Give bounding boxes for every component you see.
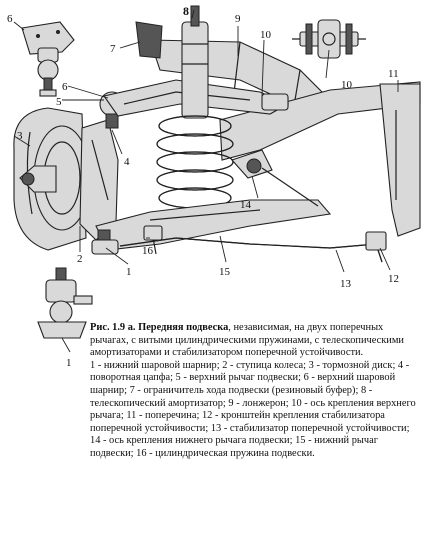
callout-1: 1 [126, 266, 132, 278]
caption-description: , независимая, на двух поперечных рычагах, с витыми цилиндрическими пружинами, с телескопическими амортизаторами и стабилизатором поперечной устойчивости. [90, 322, 404, 359]
callout-13: 13 [340, 278, 351, 290]
callout-6: 6 [62, 81, 68, 93]
caption-heading [90, 322, 420, 360]
callout-14: 14 [240, 199, 251, 211]
callout-10-inset: 10 [341, 79, 352, 91]
callout-8: 8 [183, 4, 189, 18]
figure-caption [90, 322, 420, 461]
callout-9: 9 [235, 13, 241, 25]
callout-15: 15 [219, 266, 230, 278]
callout-11: 11 [388, 68, 399, 80]
caption-title: Рис. 1.9 а. Передняя подвеска [90, 322, 229, 333]
inset-lower-ball-joint [38, 268, 92, 338]
callout-10: 10 [260, 29, 271, 41]
caption-legend: 1 - нижний шаровой шарнир; 2 - ступица колеса; 3 - тормозной диск; 4 - поворотная цапфа; 5 - верхний рычаг подвески; 6 - верхний шаровой шарнир; 7 - ограничитель хода подвески (резиновый буфер); 8 - телескопический амортизатор; 9 - лонжерон; 10 - ось крепления верхнего рычага; 11 - поперечина; 12 - кронштейн крепления стабилизатора поперечной устойчивости; 13 - стабилизатор поперечной устойчивости; 14 - ось крепления нижнего рычага подвески; 15 - нижний рычаг подвески; 16 - цилиндрическая пружина подвески. [90, 359, 416, 459]
callout-12: 12 [388, 273, 399, 285]
callout-1-inset: 1 [66, 357, 72, 369]
callout-2: 2 [77, 253, 83, 265]
callout-4: 4 [124, 156, 130, 168]
callout-5: 5 [56, 96, 62, 108]
callout-3: 3 [17, 130, 23, 142]
main-suspension [14, 6, 420, 262]
callout-16: 16 [142, 245, 153, 257]
callout-6-inset: 6 [7, 13, 13, 25]
callout-7: 7 [110, 43, 116, 55]
